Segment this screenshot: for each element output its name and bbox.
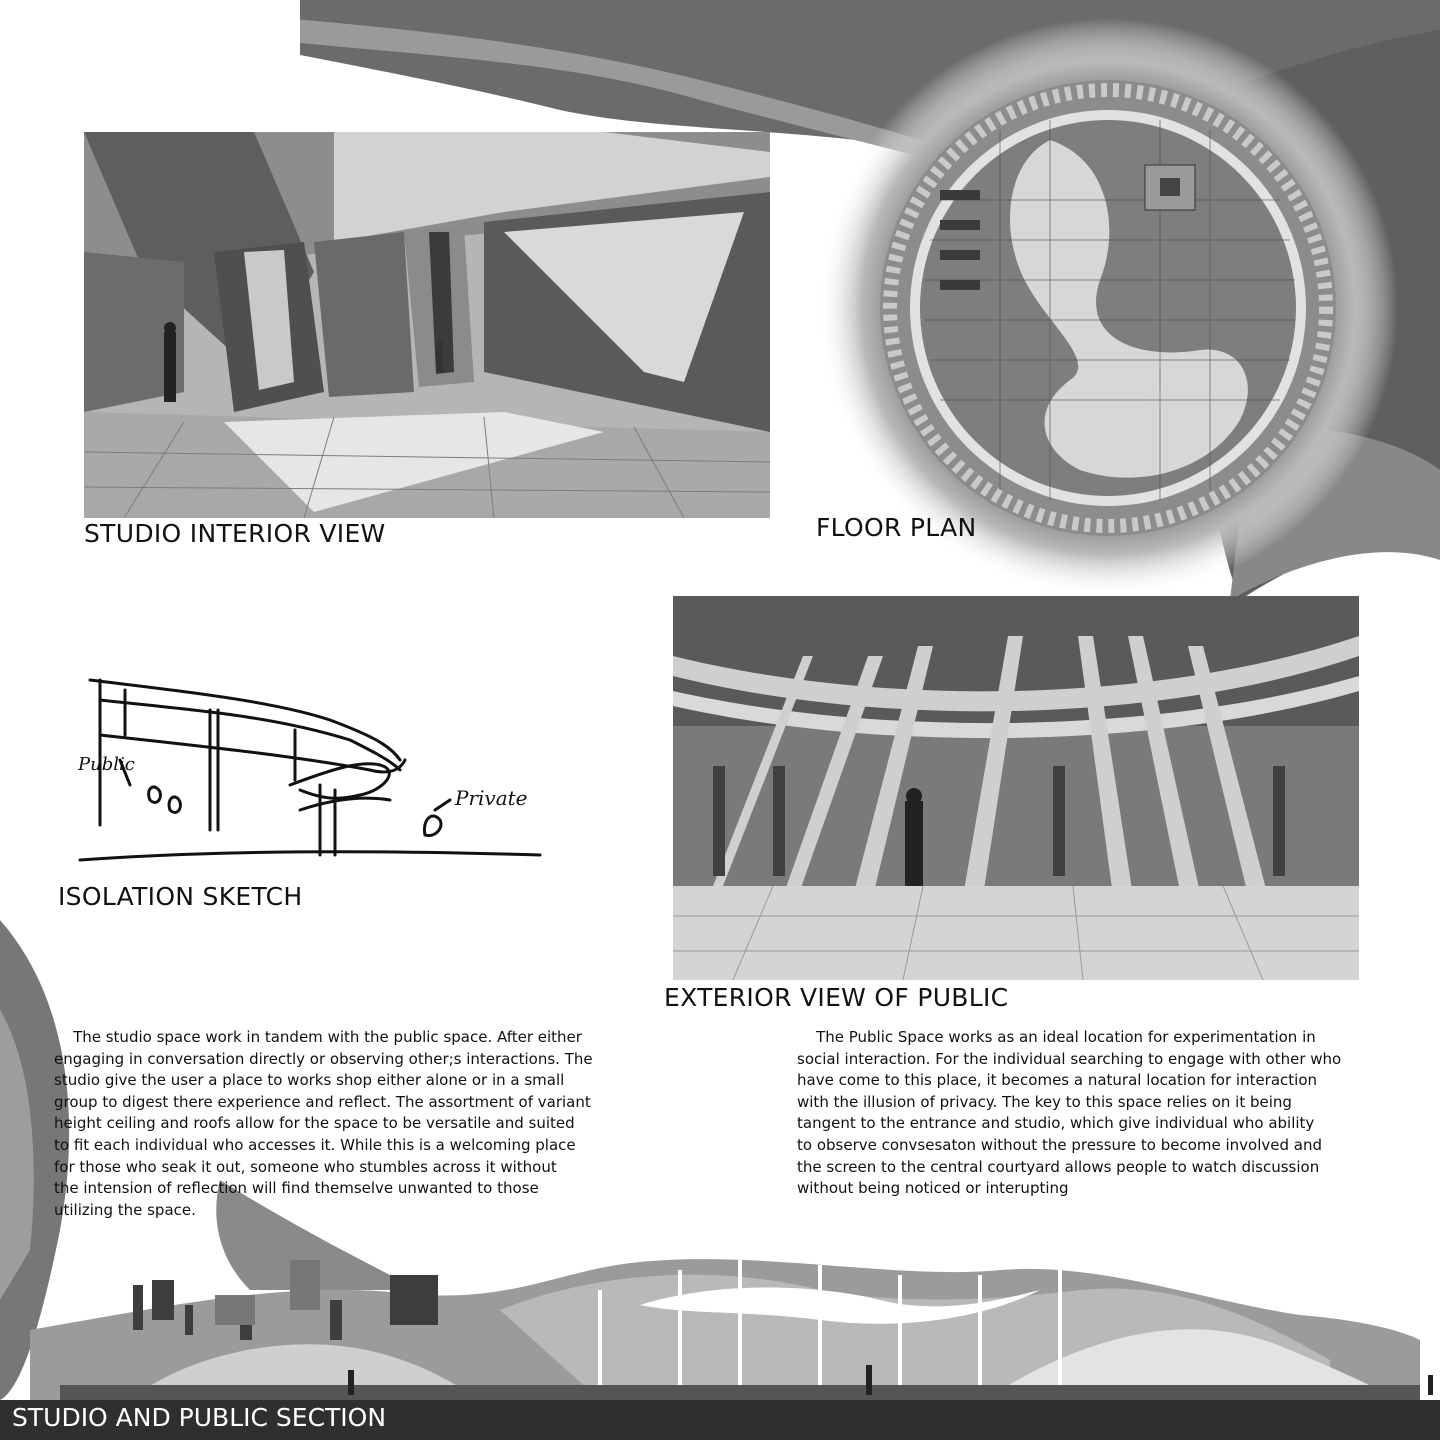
studio-description-line: height ceiling and roofs allow for the space to be versatile and suited <box>54 1114 575 1133</box>
isolation-sketch-drawing <box>70 660 560 870</box>
public-description-line: with the illusion of privacy. The key to this space relies on it being <box>797 1092 1292 1111</box>
floor-plan-drawing <box>880 80 1336 536</box>
public-description-line: the screen to the central courtyard allows people to watch discussion <box>797 1157 1320 1176</box>
studio-description-line: group to digest there experience and reflect. The assortment of variant <box>54 1092 591 1111</box>
sketch-label-public: Public <box>78 754 135 775</box>
studio-description-line: to fit each individual who accesses it. While this is a welcoming place <box>54 1135 576 1154</box>
studio-description-line: studio give the user a place to works shop either alone or in a small <box>54 1071 565 1090</box>
isolation-sketch-caption: ISOLATION SKETCH <box>58 882 303 911</box>
studio-interior-caption: STUDIO INTERIOR VIEW <box>84 519 386 548</box>
public-description-line: tangent to the entrance and studio, which give individual who ability <box>797 1114 1315 1133</box>
public-description-line: to observe convsesaton without the pressure to become involved and <box>797 1135 1323 1154</box>
studio-description-line: for those who seak it out, someone who stumbles across it without <box>54 1157 557 1176</box>
public-description <box>797 1027 1397 1200</box>
studio-description-line: the intension of reflection will find themselve unwanted to those <box>54 1179 539 1198</box>
floor-plan-image <box>880 80 1336 536</box>
isolation-sketch-image <box>70 660 560 870</box>
studio-description-line: utilizing the space. <box>54 1200 196 1219</box>
studio-description <box>54 1027 614 1221</box>
studio-description-line: The studio space work in tandem with the public space. After either <box>54 1028 582 1046</box>
studio-interior-render <box>84 132 770 518</box>
section-caption: STUDIO AND PUBLIC SECTION <box>12 1403 387 1432</box>
public-description-line: have come to this place, it becomes a natural location for interaction <box>797 1071 1318 1090</box>
exterior-public-image <box>673 596 1359 980</box>
public-description-line: The Public Space works as an ideal location for experimentation in <box>797 1028 1316 1046</box>
sketch-label-private: Private <box>455 786 528 810</box>
studio-interior-image <box>84 132 770 518</box>
public-description-line: social interaction. For the individual searching to engage with other who <box>797 1049 1342 1068</box>
exterior-public-caption: EXTERIOR VIEW OF PUBLIC <box>664 983 1009 1012</box>
public-description-line: without being noticed or interupting <box>797 1179 1069 1198</box>
exterior-public-render <box>673 596 1359 980</box>
studio-description-line: engaging in conversation directly or observing other;s interactions. The <box>54 1049 593 1068</box>
floor-plan-caption: FLOOR PLAN <box>816 513 977 542</box>
